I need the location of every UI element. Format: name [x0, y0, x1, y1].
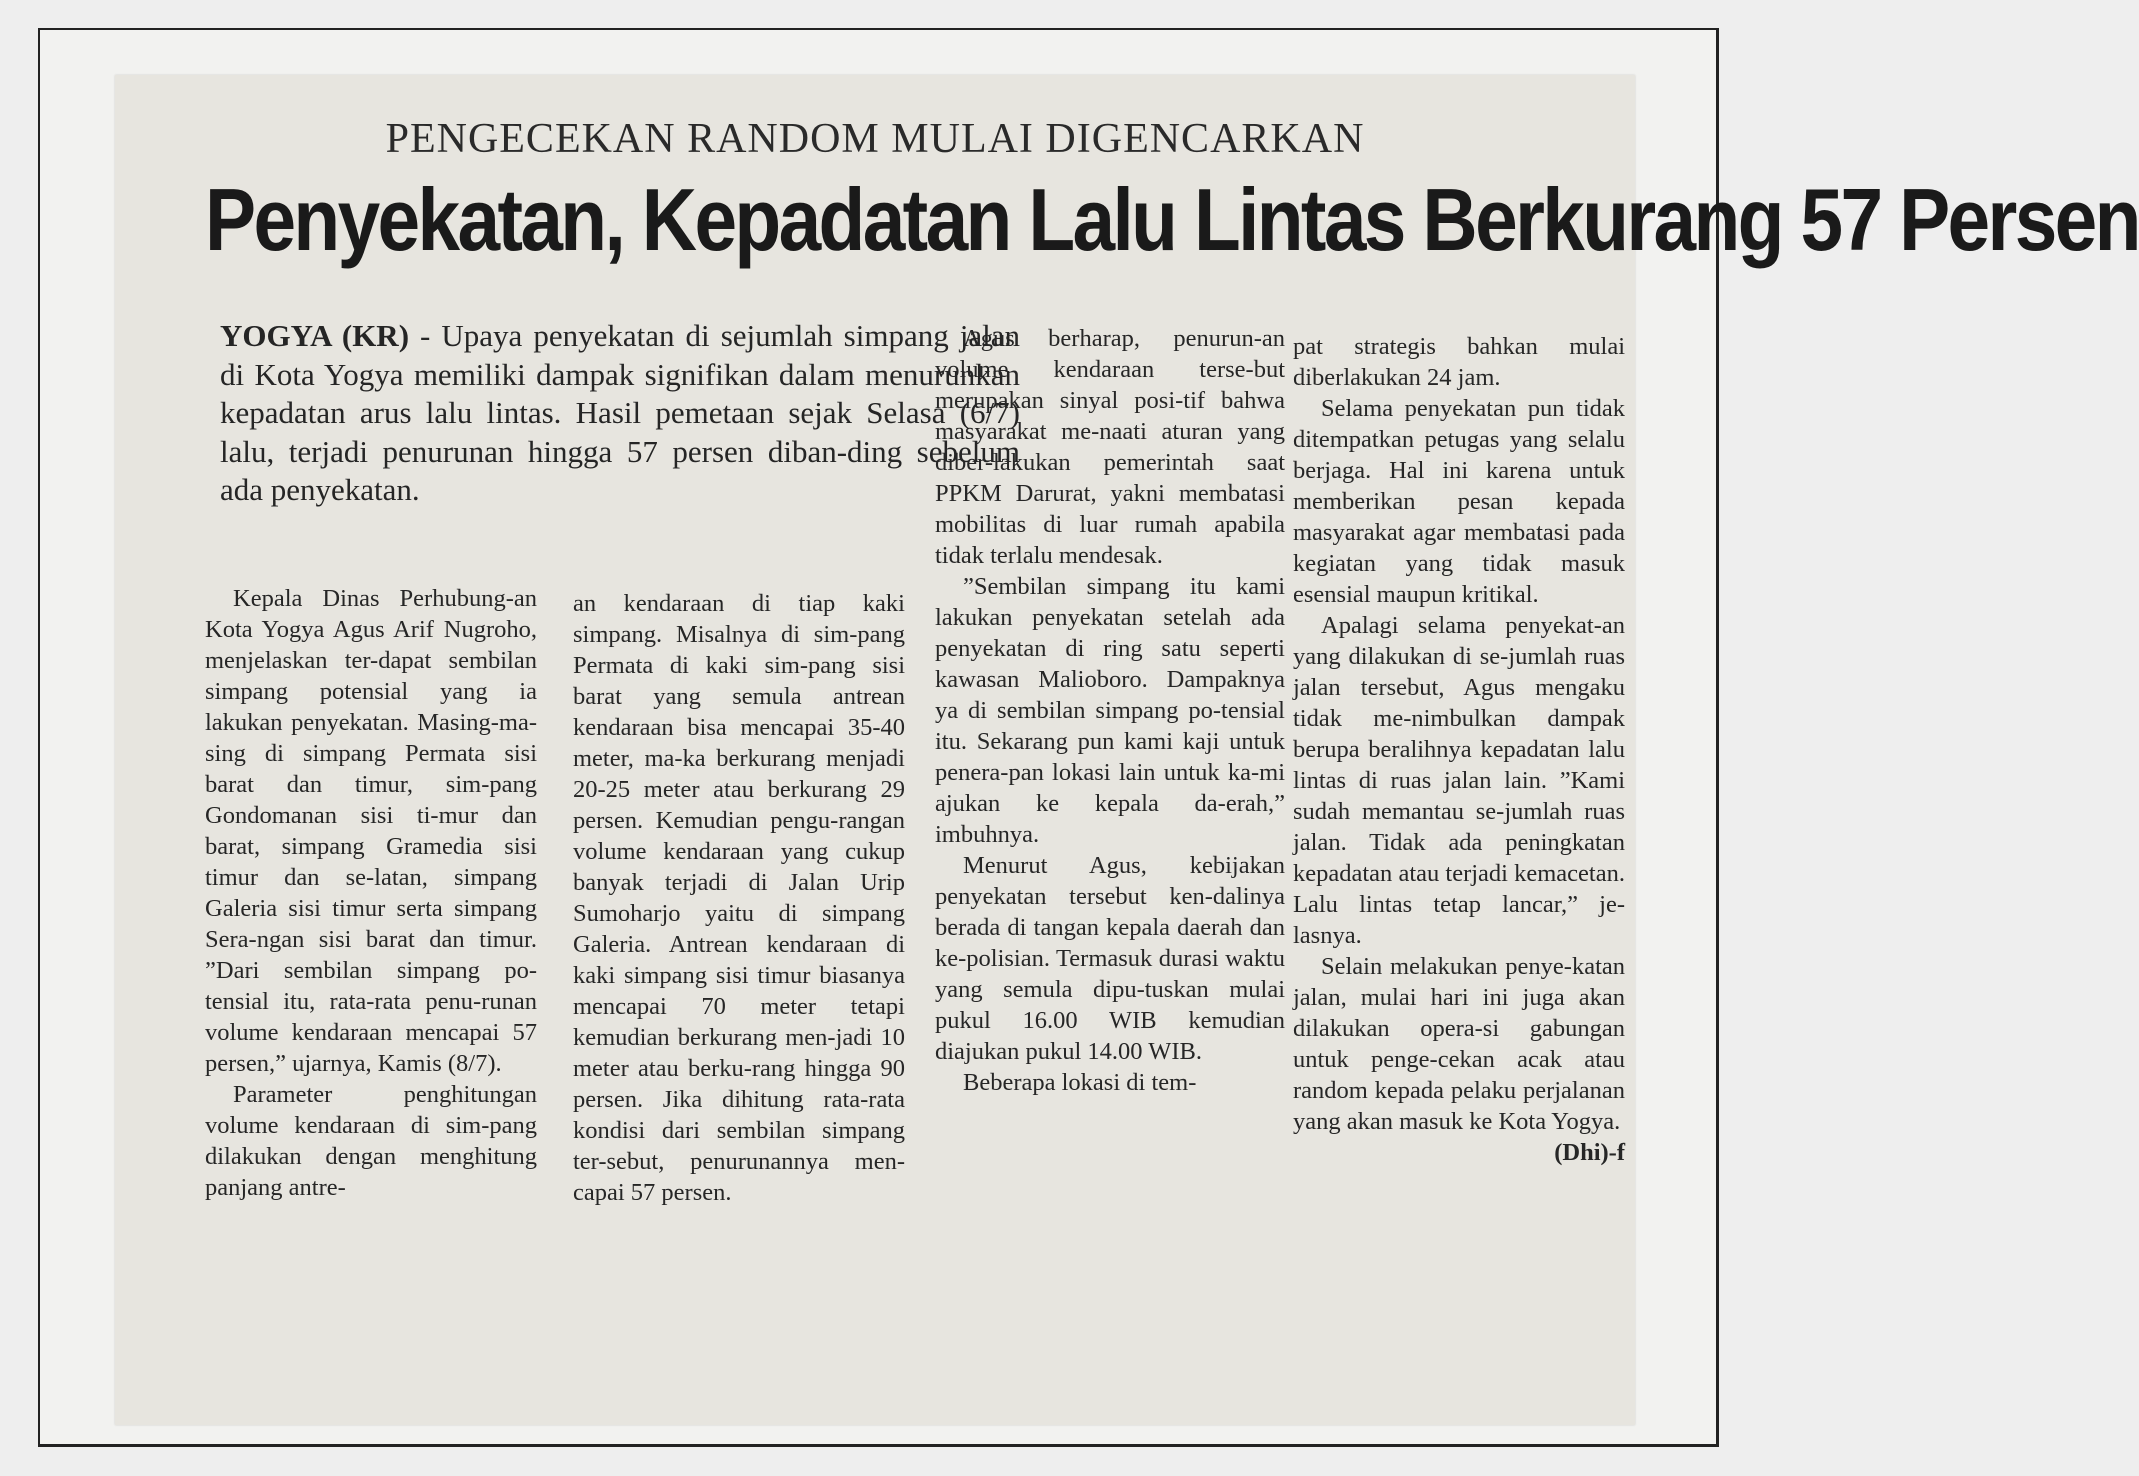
paragraph: Apalagi selama penyekat-an yang dilakukan di se-jumlah ruas jalan tersebut, Agus mengaku tidak me-nimbulkan dampak berupa beralihnya kepadatan lalu lintas di ruas jalan lain. ”Kami sudah memantau se-jumlah ruas jalan. Tidak ada peningkatan kepadatan atau terjadi kemacetan. Lalu lintas tetap lancar,” je-lasnya. [1293, 612, 1625, 949]
headline: Penyekatan, Kepadatan Lalu Lintas Berkurang 57 Persen [205, 170, 2139, 269]
byline: YOGYA (KR) [220, 318, 410, 353]
paragraph [1293, 951, 1625, 1166]
paragraph: Agus berharap, penurun-an volume kendaraan terse-but merupakan sinyal posi-tif bahwa masyarakat me-naati aturan yang diber-lakukan pemerintah saat PPKM Darurat, yakni membatasi mobilitas di luar rumah apabila tidak terlalu mendesak. [935, 325, 1285, 569]
lead-text: - Upaya penyekatan di sejumlah simpang jalan di Kota Yogya memiliki dampak signifikan dalam menurunkan kepadatan arus lalu lintas. Hasil pemetaan sejak Selasa (6/7) lalu, terjadi penurunan hingga 57 persen diban-ding sebelum ada penyekatan. [220, 318, 1020, 507]
paragraph: ”Sembilan simpang itu kami lakukan penyekatan setelah ada penyekatan di ring satu seperti kawasan Malioboro. Dampaknya ya di sembilan simpang po-tensial itu. Sekarang pun kami kaji untuk penera-pan lokasi lain untuk ka-mi ajukan ke kepala da-erah,” imbuhnya. [935, 573, 1285, 848]
paragraph: an kendaraan di tiap kaki simpang. Misalnya di sim-pang Permata di kaki sim-pang sisi barat yang semula antrean kendaraan bisa mencapai 35-40 meter, ma-ka berkurang menjadi 20-25 meter atau berkurang 29 persen. Kemudian pengu-rangan volume kendaraan yang cukup banyak terjadi di Jalan Urip Sumoharjo yaitu di simpang Galeria. Antrean kendaraan di kaki simpang sisi timur biasanya mencapai 70 meter tetapi kemudian berkurang men-jadi 10 meter atau berku-rang hingga 90 persen. Jika dihitung rata-rata kondisi dari sembilan simpang ter-sebut, penurunannya men-capai 57 persen. [573, 590, 905, 1206]
column-2 [573, 588, 905, 1208]
newspaper-clipping [115, 75, 2139, 1425]
paragraph: Parameter penghitungan volume kendaraan di sim-pang dilakukan dengan menghitung panjang antre- [205, 1081, 537, 1201]
paragraph: Menurut Agus, kebijakan penyekatan tersebut ken-dalinya berada di tangan kepala daerah dan ke-polisian. Termasuk durasi waktu yang semula dipu-tuskan mulai pukul 16.00 WIB kemudian diajukan pukul 14.00 WIB. [935, 852, 1285, 1065]
column-3 [935, 323, 1285, 1098]
kicker: PENGECEKAN RANDOM MULAI DIGENCARKAN [385, 116, 1365, 162]
paragraph-text: Selain melakukan penye-katan jalan, mulai hari ini juga akan dilakukan opera-si gabungan untuk penge-cekan acak atau random kepada pelaku perjalanan yang akan masuk ke Kota Yogya. [1293, 953, 1625, 1135]
signature: (Dhi)-f [1554, 1139, 1625, 1166]
lead-paragraph [220, 317, 1020, 510]
paragraph: Selama penyekatan pun tidak ditempatkan petugas yang selalu berjaga. Hal ini karena untuk memberikan pesan kepada masyarakat agar membatasi pada kegiatan yang tidak masuk esensial maupun kritikal. [1293, 395, 1625, 608]
paragraph: pat strategis bahkan mulai diberlakukan 24 jam. [1293, 333, 1625, 391]
column-4 [1293, 331, 1625, 1168]
column-1 [205, 583, 537, 1203]
paragraph: Kepala Dinas Perhubung-an Kota Yogya Agus Arif Nugroho, menjelaskan ter-dapat sembilan simpang potensial yang ia lakukan penyekatan. Masing-ma-sing di simpang Permata sisi barat dan timur, sim-pang Gondomanan sisi ti-mur dan barat, simpang Gramedia sisi timur dan se-latan, simpang Galeria sisi timur serta simpang Sera-ngan sisi barat dan timur. ”Dari sembilan simpang po-tensial itu, rata-rata penu-runan volume kendaraan mencapai 57 persen,” ujarnya, Kamis (8/7). [205, 585, 537, 1077]
paragraph: Beberapa lokasi di tem- [963, 1069, 1197, 1096]
